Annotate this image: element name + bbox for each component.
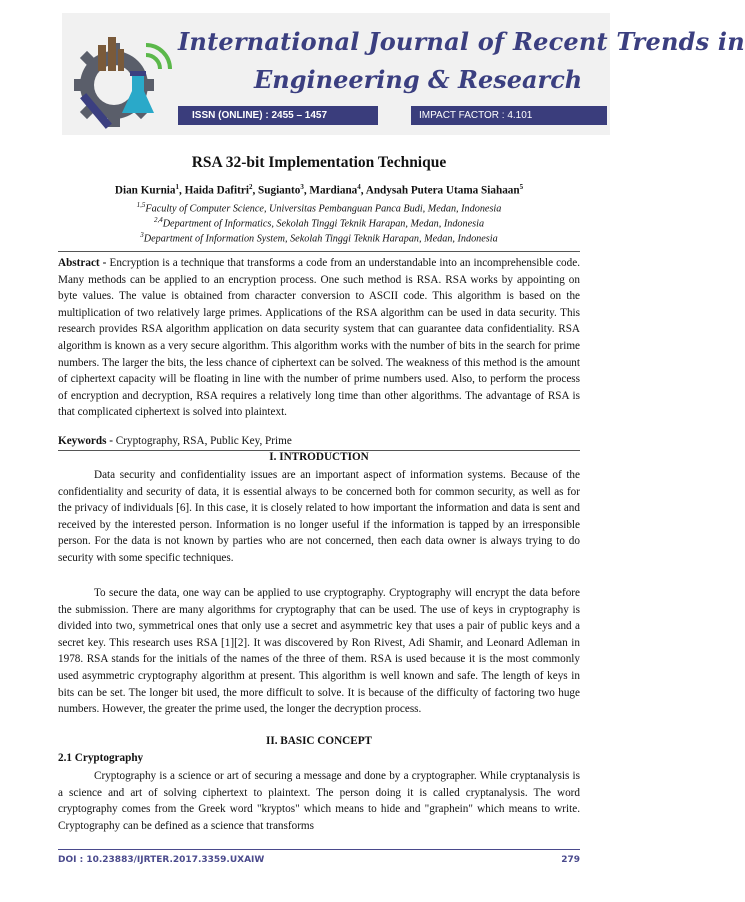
- author-name: Haida Dafitri: [184, 184, 249, 197]
- abstract-text: Encryption is a technique that transforms a code from an understandable into an incomprehensible code. Many methods can be applied to an encryption process. One such method is RSA. RSA works by appointing on byte values. The value is obtained from character conversion to ASCII code. This algorithm is based on the multiplication of two relatively large primes. Applications of the RSA algorithm can be used in data security. This research provides RSA algorithm application on data security system that can guarantee data confidentiality. RSA algorithm is known as a very secure algorithm. This algorithm works with the number of bits in the search for prime numbers. The larger the bits, the less chance of ciphertext can be solved. The weakness of this method is the amount of ciphertext capacity will be floating in line with the number of prime numbers used. Also, to perform the process of encryption and decryption, RSA requires a relatively long time than other algorithms. The advantage of RSA is that complicated ciphertext is solved into plaintext.: [58, 257, 581, 419]
- affiliation-text: Department of Information System, Sekolah Tinggi Teknik Harapan, Medan, Indonesia: [143, 233, 498, 245]
- author-name: Mardiana: [309, 184, 358, 197]
- paper-title: RSA 32-bit Implementation Technique: [191, 154, 447, 171]
- author-sup: 5: [519, 183, 524, 191]
- author-name: Andysah Putera Utama Siahaan: [365, 184, 520, 197]
- section-heading-introduction: I. INTRODUCTION: [269, 451, 369, 463]
- cryptography-paragraph: Cryptography is a science or art of securing a message and done by a cryptographer. While cryptanalysis is a science and art of solving ciphertext to plaintext. The person doing it is called cryptanalysis. The word cryptography comes from the Greek word "kryptos" which means to hide and "graphein" which means to write. Cryptography can be defined as a science that transforms: [58, 770, 580, 832]
- affiliation-sup: 2,4: [153, 216, 163, 224]
- intro-paragraph: To secure the data, one way can be applied to use cryptography. Cryptography will encrypt the data before the submission. There are many algorithms for cryptography that can be used. The use of keys in cryptography is divided into two, symmetrical ones that only use a secret and asymmetric key that uses a pair of public keys and a secret key. This research uses RSA [1][2]. It was discovered by Ron Rivest, Adi Shamir, and Leonard Adleman in 1978. RSA stands for the initials of the names of the three of them. RSA is used because it is the most commonly used asymmetric cryptography algorithm at present. This algorithm is well known and safe. The length of keys in bits can be set. The longer bit used, the more difficult to solve. It is because of the difficulty of factoring two huge numbers. However, the greater the prime used, the longer the decryption process.: [58, 587, 580, 716]
- author-name: Sugianto: [258, 184, 301, 197]
- section-heading-basic-concept: II. BASIC CONCEPT: [266, 735, 372, 747]
- author-sup: 4: [357, 183, 361, 191]
- intro-paragraph: Data security and confidentiality issues are an important aspect of information systems. Because of the confidentiality and security of data, it is essential always to be concerned both for common security, as well as for the privacy of individuals [6]. In this case, it is closely related to how important the information and data is sent and received by the interested person. Information is no longer useful if the information is tapped by an irresponsible person. For the data is not known by parties who are not concerned, then each data owner is always trying to do security with some specific techniques.: [58, 469, 580, 564]
- author-sup: 2: [248, 183, 253, 191]
- journal-title-line1: International Journal of Recent Trends in: [178, 27, 745, 56]
- journal-banner: [62, 13, 745, 135]
- journal-title-line2: Engineering & Research: [254, 65, 583, 94]
- affiliation: [0, 216, 638, 229]
- abstract-label: Abstract -: [58, 257, 107, 269]
- keywords: [58, 435, 292, 447]
- author-list: Dian Kurnia$^1$, Haida Dafitri$^2$, Sugianto$^3$, Mardiana$^4$, Andysah Putera Utama Siahaan$^5$: [114, 183, 524, 197]
- affiliation: [0, 201, 638, 214]
- keywords-text: Cryptography, RSA, Public Key, Prime: [115, 435, 292, 447]
- page-number: 279: [561, 855, 580, 865]
- issn-badge: ISSN (ONLINE) : 2455 – 1457: [178, 106, 378, 125]
- affiliation-text: Faculty of Computer Science, Universitas Pembanguan Panca Budi, Medan, Indonesia: [145, 203, 502, 215]
- affiliation-text: Department of Informatics, Sekolah Tinggi Teknik Harapan, Medan, Indonesia: [162, 218, 485, 230]
- affiliation: [0, 231, 638, 244]
- keywords-label: Keywords -: [58, 435, 113, 447]
- subsection-heading-cryptography: 2.1 Cryptography: [58, 752, 144, 764]
- abstract: [58, 255, 580, 421]
- impact-factor-badge: IMPACT FACTOR : 4.101: [411, 106, 607, 125]
- footer-doi: DOI : 10.23883/IJRTER.2017.3359.UXAIW: [58, 855, 265, 865]
- affiliation-sup: 3: [140, 231, 144, 239]
- abstract-top-rule: [58, 251, 580, 252]
- author-name: Dian Kurnia: [114, 184, 176, 197]
- footer-rule: [58, 849, 580, 850]
- affiliation-sup: 1,5: [136, 201, 146, 209]
- author-sup: 1: [175, 183, 180, 191]
- author-sup: 3: [300, 183, 304, 191]
